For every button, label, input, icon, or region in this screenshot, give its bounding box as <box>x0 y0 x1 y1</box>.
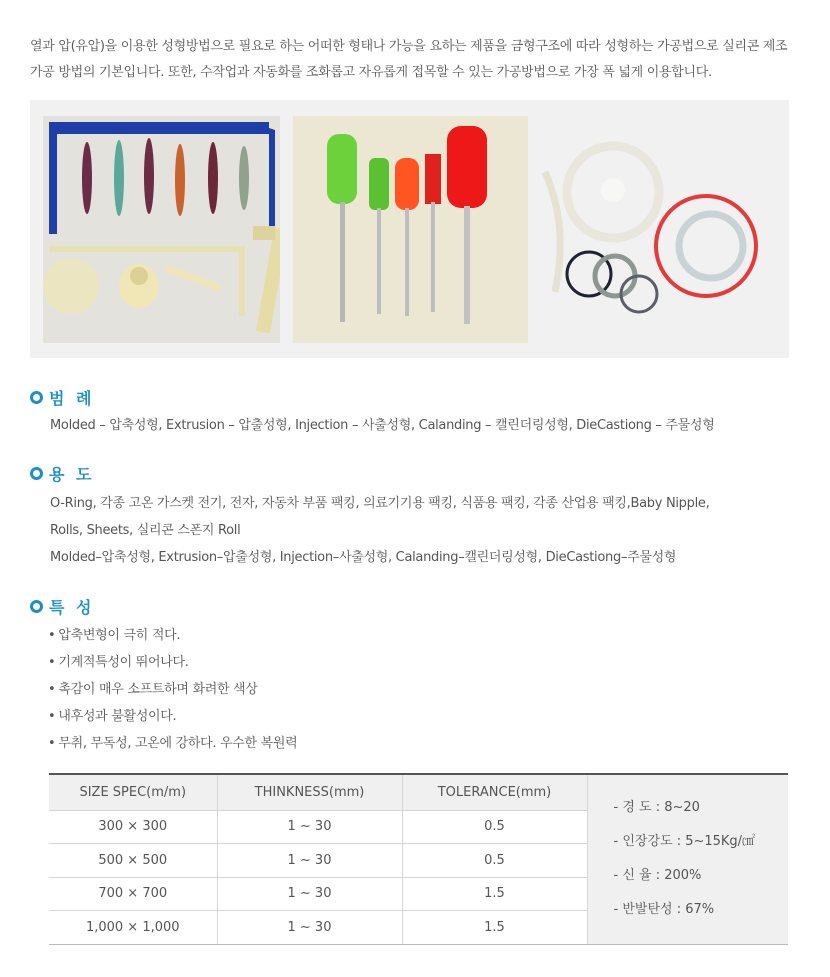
silicone-molded-parts-photo <box>43 116 280 343</box>
table-header-row <box>49 774 788 810</box>
usage-body <box>50 490 709 571</box>
usage-line-2: Rolls, Sheets, 실리콘 스폰지 Roll <box>50 523 241 538</box>
section-title-text: 특 성 <box>49 598 95 617</box>
section-title-features <box>30 595 94 618</box>
spec-table <box>49 773 788 945</box>
section-title-category <box>30 386 94 409</box>
list-item: • 무취, 무독성, 고온에 강하다. 우수한 복원력 <box>48 730 297 757</box>
property-resilience: - 반발탄성 : 67% <box>613 902 715 918</box>
circle-bullet-icon <box>30 600 43 613</box>
intro-line-1: 열과 압(유압)을 이용한 성형방법으로 필요로 하는 어떠한 형태나 가능을 요하는 제품을 금형구조에 따라 성형하는 가공법으로 실리콘 제조 <box>30 39 788 54</box>
category-text: Molded – 압축성형, Extrusion – 압출성형, Injection – 사출성형, Calanding – 캘린더링성형, DieCastiong – 주물성형 <box>50 418 715 433</box>
table-cell-thickness: 1 ~ 30 <box>217 877 402 911</box>
usage-line-3: Molded–압축성형, Extrusion–압출성형, Injection–사출성형, Calanding–캘린더링성형, DieCastiong–주물성형 <box>50 550 677 565</box>
property-hardness: - 경 도 : 8~20 <box>613 800 700 816</box>
table-cell-thickness: 1 ~ 30 <box>217 911 402 945</box>
list-item: • 압축변형이 극히 적다. <box>48 622 297 649</box>
table-cell-size: 300 × 300 <box>49 810 217 844</box>
properties-cell <box>587 774 788 944</box>
table-cell-tolerance: 0.5 <box>402 844 587 878</box>
table-cell-size: 500 × 500 <box>49 844 217 878</box>
category-body <box>50 412 714 439</box>
feature-list <box>48 622 297 757</box>
column-header-size: SIZE SPEC(m/m) <box>49 774 217 810</box>
silicone-rings-photo <box>541 116 776 343</box>
property-tensile: - 인장강도 : 5~15Kg/㎠ <box>613 834 756 850</box>
usage-line-1: O-Ring, 각종 고온 가스켓 전기, 전자, 자동차 부품 팩킹, 의료기기용 팩킹, 식품용 팩킹, 각종 산업용 팩킹,Baby Nipple, <box>50 496 710 511</box>
table-cell-size: 1,000 × 1,000 <box>49 911 217 945</box>
table-cell-tolerance: 0.5 <box>402 810 587 844</box>
table-cell-thickness: 1 ~ 30 <box>217 844 402 878</box>
list-item: • 기계적특성이 뛰어나다. <box>48 649 297 676</box>
section-title-usage <box>30 462 94 485</box>
circle-bullet-icon <box>30 467 43 480</box>
list-item: • 내후성과 불활성이다. <box>48 703 297 730</box>
table-cell-tolerance: 1.5 <box>402 877 587 911</box>
intro-line-2: 가공 방법의 기본입니다. 또한, 수작업과 자동화를 조화롭고 자유롭게 접목할 수 있는 가공방법으로 가장 폭 넓게 이용합니다. <box>30 65 712 80</box>
table-cell-tolerance: 1.5 <box>402 911 587 945</box>
column-header-tolerance: TOLERANCE(mm) <box>402 774 587 810</box>
silicone-spatulas-photo <box>293 116 528 343</box>
column-header-thickness: THINKNESS(mm) <box>217 774 402 810</box>
circle-bullet-icon <box>30 391 43 404</box>
photo-strip <box>30 100 789 358</box>
section-title-text: 범 례 <box>49 389 95 408</box>
table-cell-size: 700 × 700 <box>49 877 217 911</box>
section-title-text: 용 도 <box>49 465 95 484</box>
property-elongation: - 신 율 : 200% <box>613 868 702 884</box>
table-cell-thickness: 1 ~ 30 <box>217 810 402 844</box>
intro-paragraph <box>30 34 800 86</box>
list-item: • 촉감이 매우 소프트하며 화려한 색상 <box>48 676 297 703</box>
